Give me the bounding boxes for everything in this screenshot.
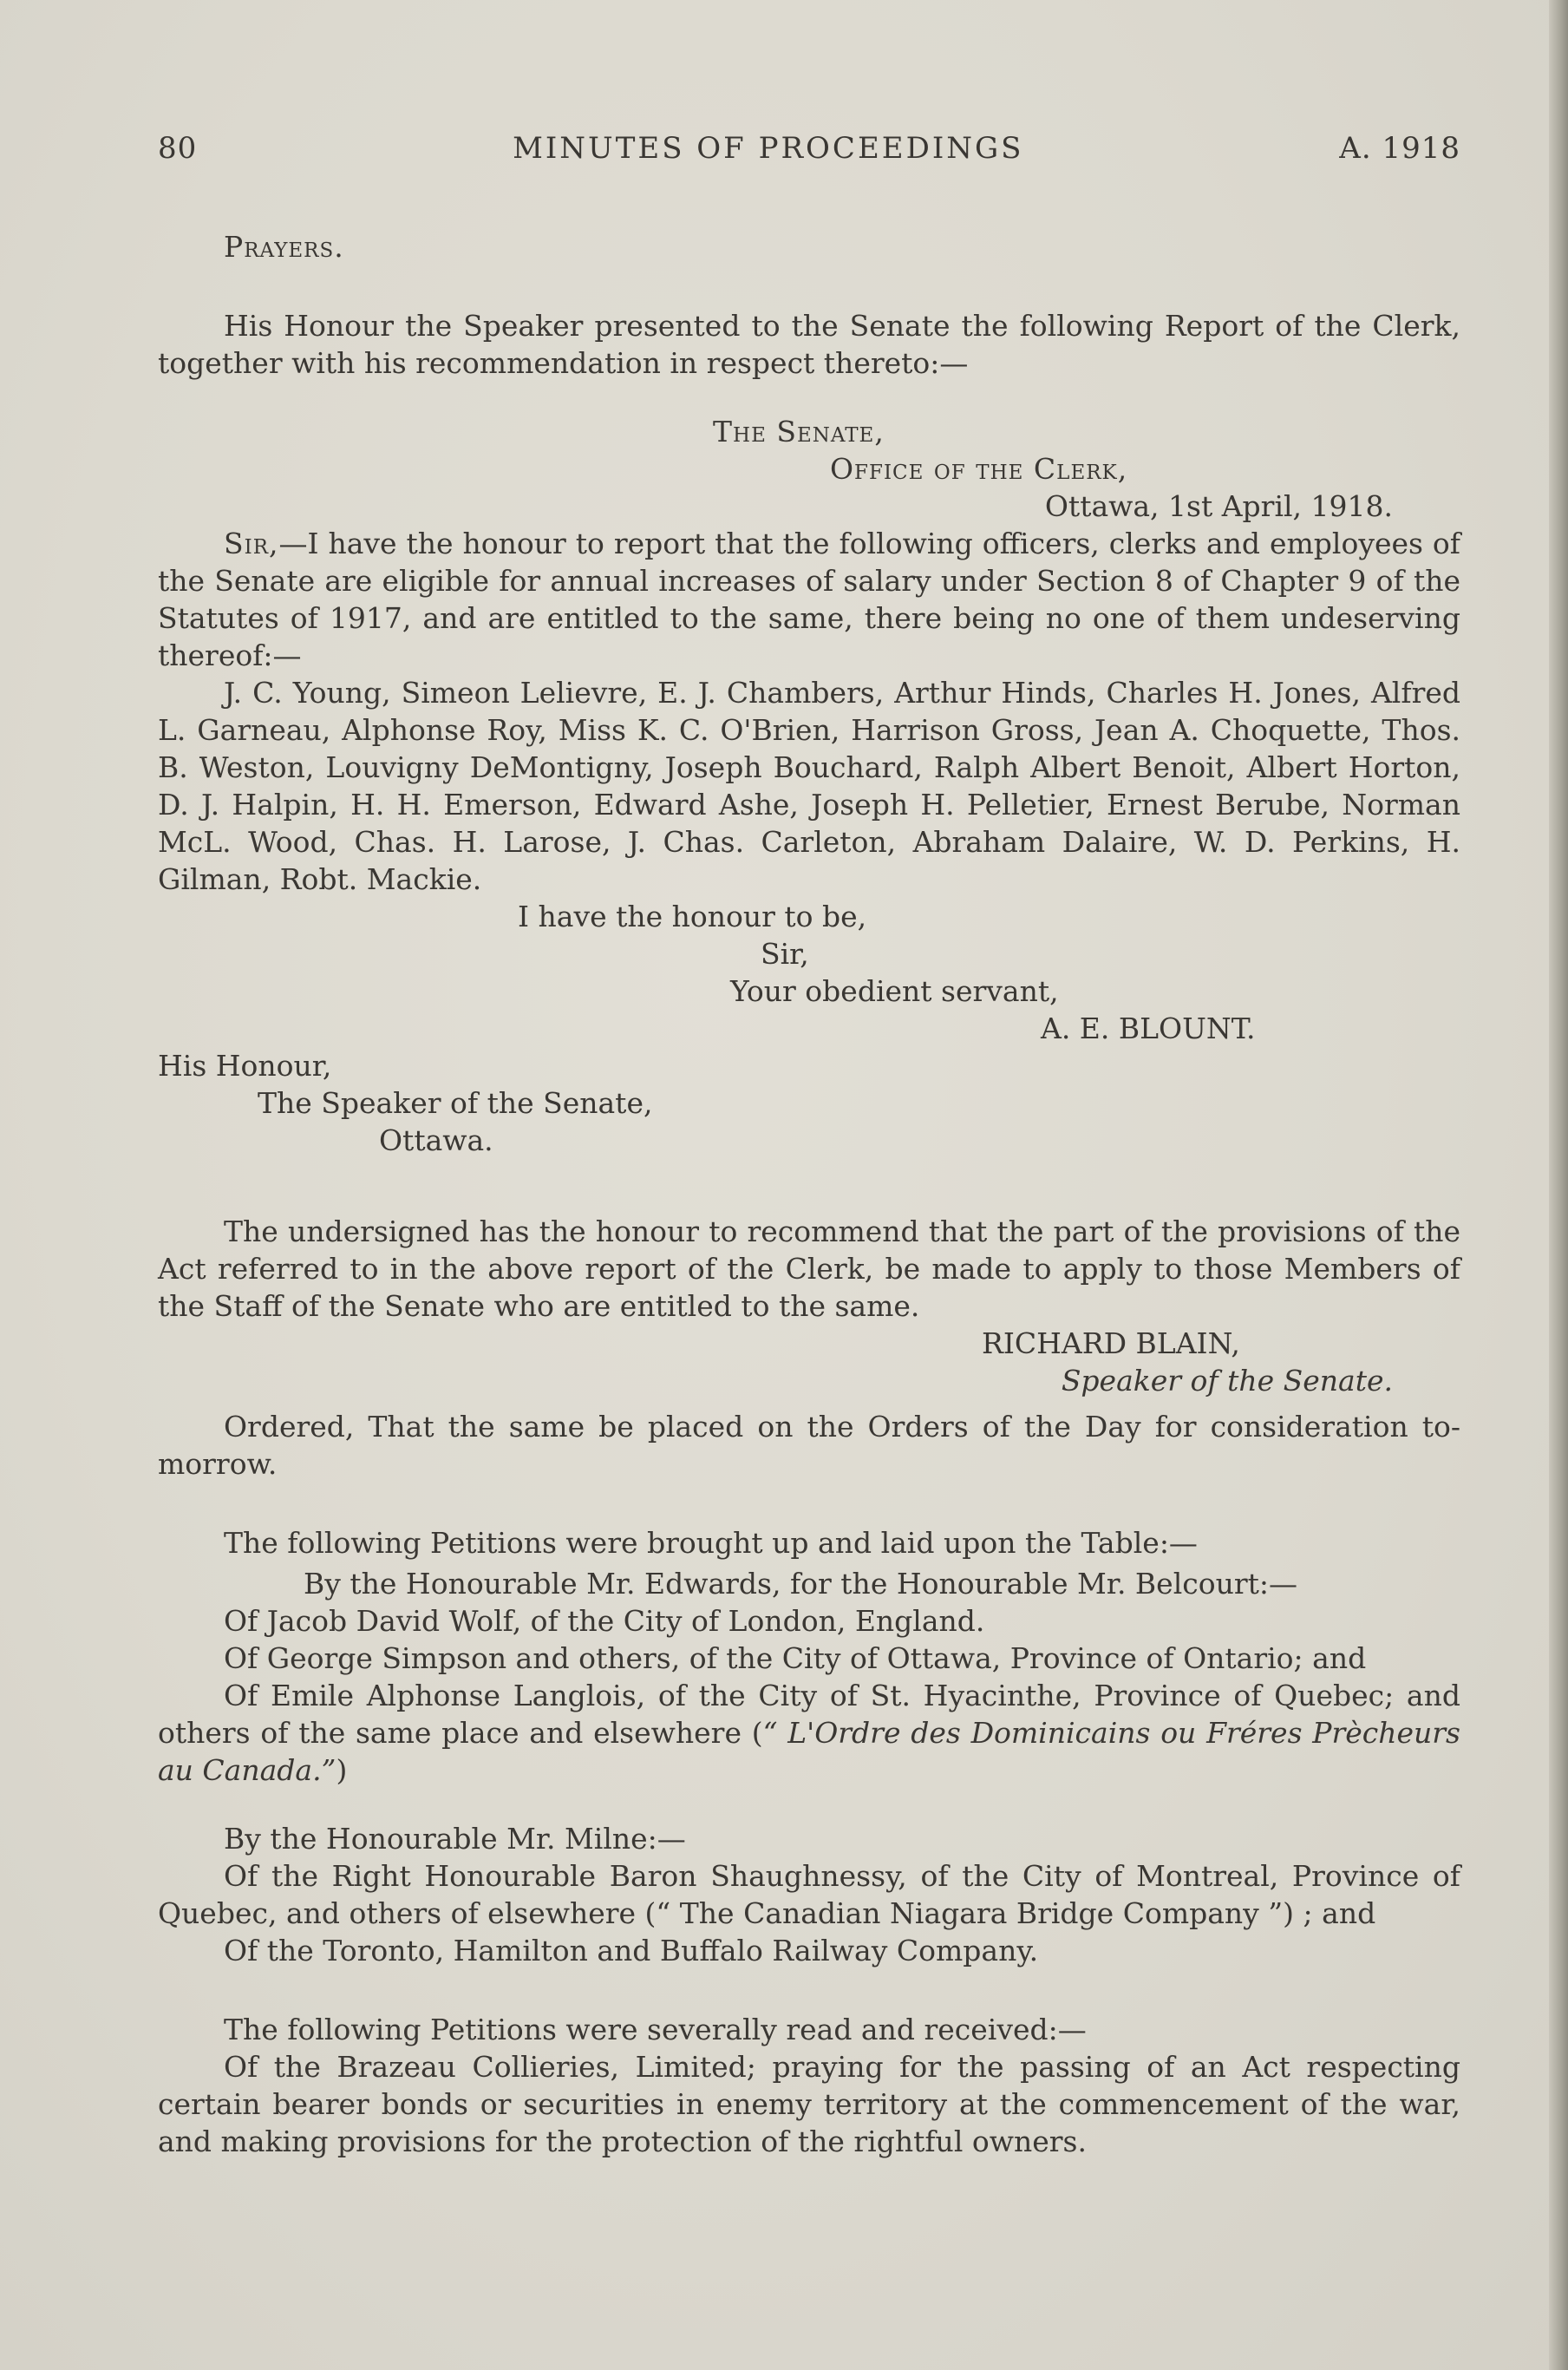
ordered-paragraph: Ordered, That the same be placed on the Orders of the Day for consideration to-morrow. <box>158 1410 1460 1481</box>
session-year: A. 1918 <box>1339 131 1460 166</box>
running-header <box>158 130 1460 167</box>
prayers-heading: Prayers. <box>224 230 344 264</box>
salutation: Sir, <box>224 527 279 560</box>
page-edge <box>1549 0 1568 2370</box>
closing-line-3: Your obedient servant, <box>730 974 1059 1008</box>
address-line-3: Ottawa, 1st April, 1918. <box>1044 489 1393 523</box>
letter-address <box>158 413 1460 525</box>
letter-body-text: —I have the honour to report that the following officers, clerks and employees of the Senate are eligible for annual increases of salary under Section 8 of Chapter 9 of the Statutes of 1917, and are entitled to the same, there being no one of them undeserving thereof:— <box>158 527 1460 672</box>
closing-line-1: I have the honour to be, <box>518 900 867 933</box>
recipient-line-1: His Honour, <box>158 1049 332 1083</box>
letter-closing <box>158 898 1460 1047</box>
recipient-line-3: Ottawa. <box>379 1123 493 1157</box>
closing-line-2: Sir, <box>761 937 809 971</box>
employee-names: J. C. Young, Simeon Lelievre, E. J. Chambers, Arthur Hinds, Charles H. Jones, Alfred L. Garneau, Alphonse Roy, Miss K. C. O'Brien, Harrison Gross, Jean A. Choquette, Thos. B. Weston, Louvigny DeMontigny, Joseph Bouchard, Ralph Albert Benoit, Albert Horton, D. J. Halpin, H. H. Emerson, Edward Ashe, Joseph H. Pelletier, Ernest Berube, Norman McL. Wood, Chas. H. Larose, J. Chas. Carleton, Abraham Dalaire, W. D. Perkins, H. Gilman, Robt. Mackie. <box>158 676 1460 896</box>
petition-group-2-by: By the Honourable Mr. Milne:— <box>224 1822 686 1856</box>
signer-title: Speaker of the Senate. <box>1061 1364 1393 1398</box>
petition-item: Of the Brazeau Collieries, Limited; praying for the passing of an Act respecting certain bearer bonds or securities in enemy territory at the commencement of the war, and making provisions for the protection of the rightful owners. <box>158 2050 1460 2158</box>
page-number: 80 <box>158 131 198 166</box>
letter-signature: A. E. BLOUNT. <box>1041 1012 1256 1045</box>
petition-group-1-by: By the Honourable Mr. Edwards, for the Honourable Mr. Belcourt:— <box>304 1567 1298 1601</box>
petitions-read-heading: The following Petitions were severally read and received:— <box>224 2013 1087 2046</box>
recommendation-paragraph: The undersigned has the honour to recommend that the part of the provisions of the Act referred to in the above report of the Clerk, be made to apply to those Members of the Staff of the Senate who are entitled to the same. <box>158 1214 1460 1323</box>
document-body <box>158 130 1460 2160</box>
address-line-2: Office of the Clerk, <box>830 452 1128 486</box>
petition-item-text: Of Emile Alphonse Langlois, of the City of St. Hyacinthe, Province of Quebec; and others of the same place and elsewhere ( <box>158 1679 1460 1750</box>
petition-item: Of the Right Honourable Baron Shaughnessy, of the City of Montreal, Province of Quebec, and others of elsewhere (“ The Canadian Niagara Bridge Company ”) ; and <box>158 1859 1460 1930</box>
running-title: MINUTES OF PROCEEDINGS <box>513 131 1024 166</box>
petition-item: Of the Toronto, Hamilton and Buffalo Railway Company. <box>224 1934 1039 1967</box>
petition-item <box>158 1677 1460 1789</box>
recipient-line-2: The Speaker of the Senate, <box>258 1086 653 1120</box>
address-line-1: The Senate, <box>713 415 885 448</box>
petition-item: Of Jacob David Wolf, of the City of London, England. <box>224 1604 985 1638</box>
petition-item-end: ) <box>336 1753 348 1787</box>
petitions-brought-heading: The following Petitions were brought up and laid upon the Table:— <box>224 1526 1198 1560</box>
recommendation-signature <box>158 1325 1460 1399</box>
petition-item-italic: “ L'Ordre des Dominicains ou Fréres Prècheurs au Canada.” <box>158 1716 1460 1787</box>
letter-recipient <box>158 1047 1460 1159</box>
signer-name: RICHARD BLAIN, <box>982 1326 1240 1360</box>
intro-paragraph: His Honour the Speaker presented to the Senate the following Report of the Clerk, together with his recommendation in respect thereto:— <box>158 309 1460 380</box>
letter-body <box>158 525 1460 674</box>
petition-item: Of George Simpson and others, of the City of Ottawa, Province of Ontario; and <box>224 1641 1367 1675</box>
